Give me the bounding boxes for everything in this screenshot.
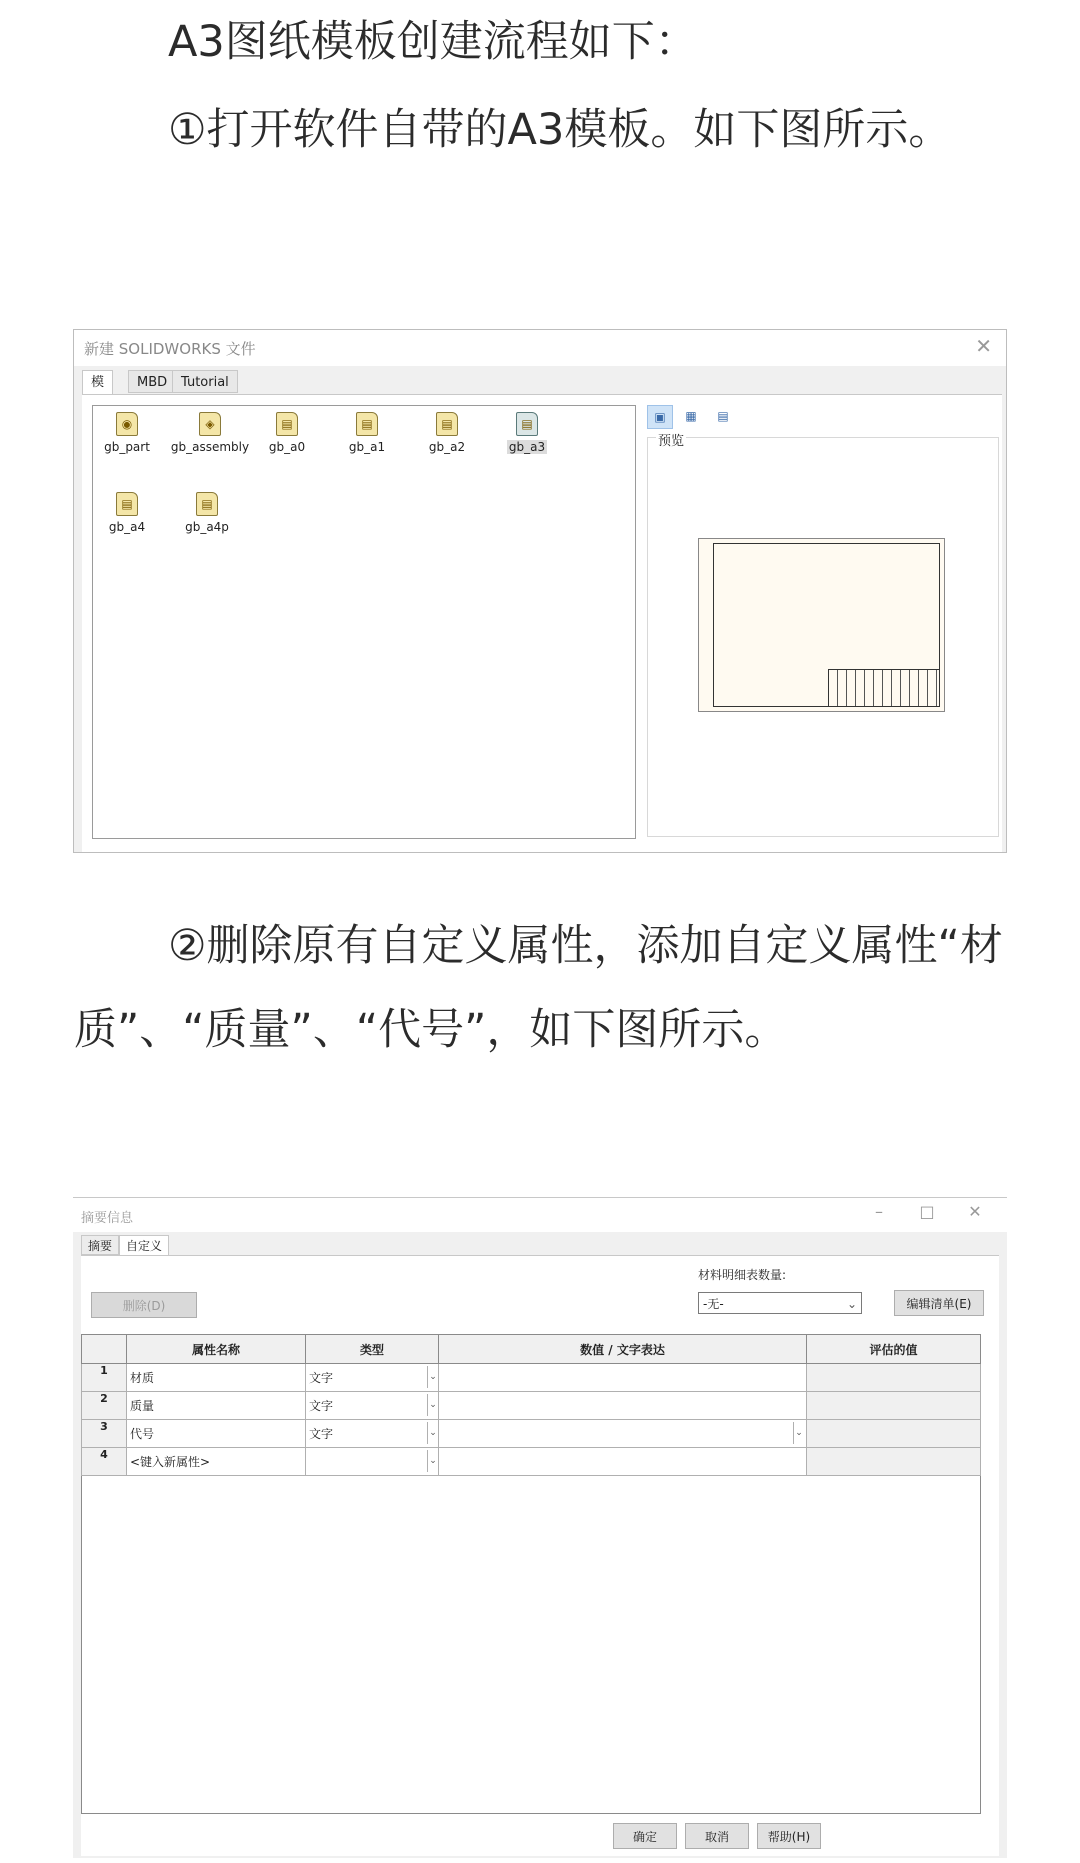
chevron-down-icon[interactable]: ⌄	[427, 1450, 438, 1472]
titlebar	[73, 1198, 1007, 1232]
details-view-icon[interactable]: ▤	[717, 409, 729, 423]
bom-quantity-label: 材料明细表数量:	[698, 1268, 787, 1282]
row-number: 2	[82, 1392, 127, 1420]
chevron-down-icon: ⌄	[846, 1297, 857, 1311]
drawing-template-icon: ▤	[516, 412, 538, 436]
tab-summary[interactable]: 摘要	[81, 1235, 119, 1255]
template-item[interactable]: ▤ gb_a0	[247, 412, 327, 454]
help-button[interactable]: 帮助(H)	[757, 1823, 821, 1849]
row-number: 3	[82, 1420, 127, 1448]
template-item[interactable]: ▤ gb_a1	[327, 412, 407, 454]
column-header: 数值 / 文字表达	[439, 1335, 807, 1364]
type-cell[interactable]	[306, 1448, 439, 1476]
custom-properties-table	[81, 1334, 981, 1476]
titlebar	[74, 330, 1006, 366]
row-number-header	[82, 1335, 127, 1364]
templates-panel	[82, 394, 1002, 853]
template-list	[92, 405, 636, 839]
preview-label: 预览	[656, 430, 686, 449]
property-name-cell[interactable]: 材质	[127, 1364, 306, 1392]
table-row	[82, 1364, 981, 1392]
type-cell[interactable]: 文字 ⌄	[306, 1392, 439, 1420]
dialog-title: 新建 SOLIDWORKS 文件	[84, 340, 256, 358]
tab-tutorial[interactable]: Tutorial	[172, 370, 238, 393]
new-solidworks-file-dialog	[73, 329, 1007, 853]
template-item[interactable]: ▤ gb_a4	[87, 492, 167, 534]
drawing-sheet-preview	[698, 538, 945, 712]
preview-box	[647, 434, 999, 837]
column-header: 评估的值	[807, 1335, 981, 1364]
template-item[interactable]: ▤ gb_a4p	[167, 492, 247, 534]
paragraph-step1: ①打开软件自带的A3模板。如下图所示。	[168, 105, 952, 155]
evaluated-value-cell	[807, 1364, 981, 1392]
window-buttons	[855, 1202, 999, 1221]
close-icon[interactable]: ✕	[975, 334, 992, 358]
paragraph-intro: A3图纸模板创建流程如下：	[168, 17, 698, 67]
list-view-icon[interactable]: ▦	[685, 409, 697, 423]
value-cell[interactable]	[439, 1364, 807, 1392]
table-row	[82, 1392, 981, 1420]
template-item[interactable]: ◉ gb_part	[87, 412, 167, 454]
chevron-down-icon[interactable]: ⌄	[427, 1394, 438, 1416]
maximize-icon[interactable]: □	[919, 1202, 935, 1221]
evaluated-value-cell	[807, 1392, 981, 1420]
chevron-down-icon[interactable]: ⌄	[793, 1422, 804, 1444]
paragraph-step2: ②删除原有自定义属性，添加自定义属性“材质”、“质量”、“代号”，如下图所示。	[74, 921, 1003, 1055]
tab-templates[interactable]: 模	[82, 370, 113, 395]
property-name-cell[interactable]: 质量	[127, 1392, 306, 1420]
custom-properties-panel	[81, 1255, 999, 1856]
edit-list-button[interactable]: 编辑清单(E)	[894, 1290, 984, 1316]
drawing-template-icon: ▤	[356, 412, 378, 436]
cancel-button[interactable]: 取消	[685, 1823, 749, 1849]
drawing-template-icon: ▤	[196, 492, 218, 516]
evaluated-value-cell	[807, 1420, 981, 1448]
drawing-template-icon: ▤	[436, 412, 458, 436]
assembly-template-icon: ◈	[199, 412, 221, 436]
ok-button[interactable]: 确定	[613, 1823, 677, 1849]
type-cell[interactable]: 文字 ⌄	[306, 1364, 439, 1392]
large-icons-view-icon[interactable]: ▣	[647, 405, 673, 429]
table-row	[82, 1448, 981, 1476]
tab-custom[interactable]: 自定义	[119, 1235, 169, 1257]
minimize-icon[interactable]: –	[875, 1202, 883, 1221]
tab-mbd[interactable]: MBD	[128, 370, 176, 393]
evaluated-value-cell	[807, 1448, 981, 1476]
template-item[interactable]: ◈ gb_assembly	[167, 412, 253, 454]
part-template-icon: ◉	[116, 412, 138, 436]
close-icon[interactable]: ✕	[968, 1202, 982, 1221]
chevron-down-icon[interactable]: ⌄	[427, 1366, 438, 1388]
value-cell[interactable]	[439, 1448, 807, 1476]
new-property-cell[interactable]: <键入新属性>	[127, 1448, 306, 1476]
title-block	[828, 669, 940, 707]
property-name-cell[interactable]: 代号	[127, 1420, 306, 1448]
table-row	[82, 1420, 981, 1448]
row-number: 4	[82, 1448, 127, 1476]
column-header: 类型	[306, 1335, 439, 1364]
dialog-title: 摘要信息	[81, 1211, 134, 1226]
column-header: 属性名称	[127, 1335, 306, 1364]
chevron-down-icon[interactable]: ⌄	[427, 1422, 438, 1444]
delete-button[interactable]: 删除(D)	[91, 1292, 197, 1318]
summary-info-dialog	[73, 1197, 1007, 1858]
value-cell[interactable]	[439, 1392, 807, 1420]
value-cell[interactable]	[439, 1420, 807, 1448]
drawing-template-icon: ▤	[116, 492, 138, 516]
drawing-template-icon: ▤	[276, 412, 298, 436]
template-item-selected[interactable]: ▤ gb_a3	[487, 412, 567, 454]
type-cell[interactable]: 文字 ⌄	[306, 1420, 439, 1448]
template-item[interactable]: ▤ gb_a2	[407, 412, 487, 454]
row-number: 1	[82, 1364, 127, 1392]
bom-quantity-select[interactable]: -无- ⌄	[698, 1292, 862, 1314]
